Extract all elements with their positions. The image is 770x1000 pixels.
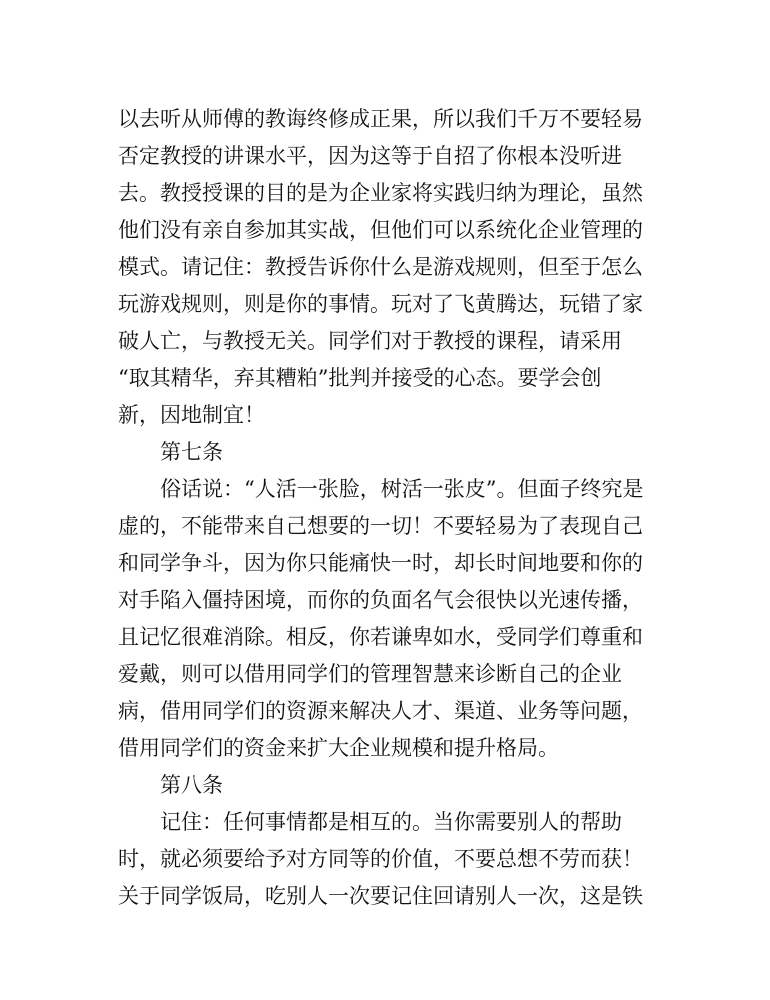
text-line: 玩游戏规则，则是你的事情。玩对了飞黄腾达，玩错了家 — [118, 292, 643, 316]
article-8-paragraph — [118, 804, 658, 915]
text-line: 病，借用同学们的资源来解决人才、渠道、业务等问题， — [118, 699, 643, 723]
text-line: 俗话说：“人活一张脸，树活一张皮”。但面子终究是 — [160, 477, 644, 501]
article-8-heading: 第八条 — [160, 773, 223, 797]
text-line: 记住：任何事情都是相互的。当你需要别人的帮助 — [160, 810, 622, 834]
text-line: 破人亡，与教授无关。同学们对于教授的课程，请采用 — [118, 329, 622, 353]
text-line: 和同学争斗，因为你只能痛快一时，却长时间地要和你的 — [118, 551, 643, 575]
article-7-heading: 第七条 — [160, 440, 223, 464]
text-line: “取其精华，弃其糟粕”批判并接受的心态。要学会创 — [118, 366, 602, 390]
text-line: 以去听从师傅的教诲终修成正果，所以我们千万不要轻易 — [118, 107, 643, 131]
text-line: 且记忆很难消除。相反，你若谦卑如水，受同学们尊重和 — [118, 625, 643, 649]
text-line: 借用同学们的资金来扩大企业规模和提升格局。 — [118, 736, 559, 760]
text-line: 爱戴，则可以借用同学们的管理智慧来诊断自己的企业 — [118, 662, 622, 686]
text-line: 关于同学饭局，吃别人一次要记住回请别人一次，这是铁 — [118, 884, 643, 908]
text-line: 虚的，不能带来自己想要的一切！不要轻易为了表现自己 — [118, 514, 643, 538]
text-line: 对手陷入僵持困境，而你的负面名气会很快以光速传播， — [118, 588, 643, 612]
text-line: 否定教授的讲课水平，因为这等于自招了你根本没听进 — [118, 144, 622, 168]
text-line: 时，就必须要给予对方同等的价值，不要总想不劳而获！ — [118, 847, 643, 871]
text-line: 模式。请记住：教授告诉你什么是游戏规则，但至于怎么 — [118, 255, 643, 279]
paragraph-continued — [118, 101, 658, 434]
text-line: 去。教授授课的目的是为企业家将实践归纳为理论，虽然 — [118, 181, 643, 205]
text-line: 他们没有亲自参加其实战，但他们可以系统化企业管理的 — [118, 218, 643, 242]
document-page — [118, 101, 658, 915]
article-7-paragraph — [118, 471, 658, 767]
text-line: 新，因地制宜！ — [118, 403, 265, 427]
